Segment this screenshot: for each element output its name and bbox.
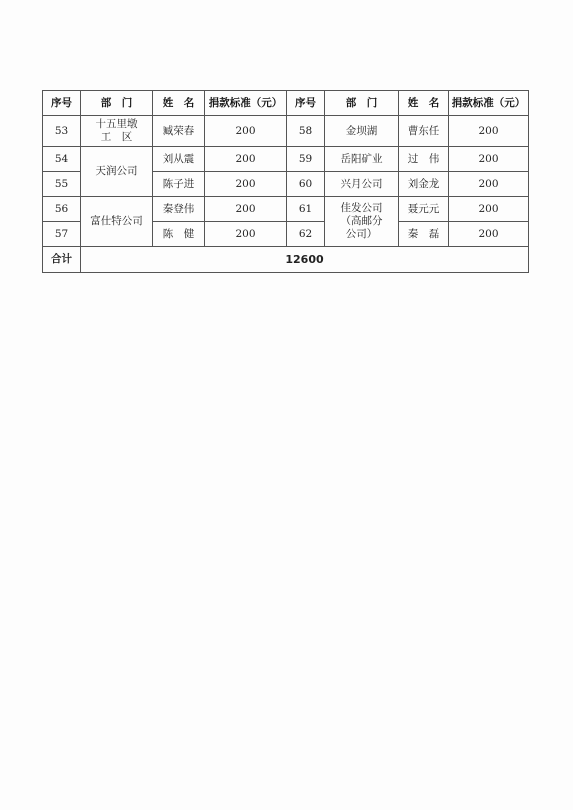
header-seq: 序号 bbox=[43, 91, 81, 116]
amount-cell: 200 bbox=[205, 172, 287, 197]
total-label: 合计 bbox=[43, 247, 81, 273]
amount-cell: 200 bbox=[449, 172, 529, 197]
amount-cell: 200 bbox=[205, 197, 287, 222]
seq-cell: 54 bbox=[43, 147, 81, 172]
header-amount: 捐款标准（元） bbox=[205, 91, 287, 116]
name-cell: 过 伟 bbox=[399, 147, 449, 172]
seq-cell: 61 bbox=[287, 197, 325, 222]
amount-cell: 200 bbox=[205, 147, 287, 172]
seq-cell: 57 bbox=[43, 222, 81, 247]
amount-cell: 200 bbox=[205, 116, 287, 147]
header-dept: 部 门 bbox=[81, 91, 153, 116]
dept-cell: 金坝湖 bbox=[325, 116, 399, 147]
amount-cell: 200 bbox=[449, 222, 529, 247]
header-seq-2: 序号 bbox=[287, 91, 325, 116]
name-cell: 聂元元 bbox=[399, 197, 449, 222]
name-cell: 陈子进 bbox=[153, 172, 205, 197]
name-cell: 刘从震 bbox=[153, 147, 205, 172]
amount-cell: 200 bbox=[449, 116, 529, 147]
name-cell: 秦登伟 bbox=[153, 197, 205, 222]
name-cell: 刘金龙 bbox=[399, 172, 449, 197]
total-row bbox=[43, 247, 529, 273]
dept-cell-merged: 富仕特公司 bbox=[81, 197, 153, 247]
seq-cell: 59 bbox=[287, 147, 325, 172]
name-cell: 陈 健 bbox=[153, 222, 205, 247]
total-value: 12600 bbox=[81, 247, 529, 273]
donation-table bbox=[42, 90, 529, 273]
table-row bbox=[43, 116, 529, 147]
dept-cell-merged: 天润公司 bbox=[81, 147, 153, 197]
header-amount-2: 捐款标准（元） bbox=[449, 91, 529, 116]
table-row bbox=[43, 147, 529, 172]
header-dept-2: 部 门 bbox=[325, 91, 399, 116]
name-cell: 曹东任 bbox=[399, 116, 449, 147]
seq-cell: 53 bbox=[43, 116, 81, 147]
seq-cell: 55 bbox=[43, 172, 81, 197]
dept-cell: 岳阳矿业 bbox=[325, 147, 399, 172]
amount-cell: 200 bbox=[449, 147, 529, 172]
amount-cell: 200 bbox=[449, 197, 529, 222]
header-row bbox=[43, 91, 529, 116]
dept-cell: 十五里墩 工 区 bbox=[81, 116, 153, 147]
seq-cell: 58 bbox=[287, 116, 325, 147]
header-name: 姓 名 bbox=[153, 91, 205, 116]
seq-cell: 60 bbox=[287, 172, 325, 197]
name-cell: 臧荣春 bbox=[153, 116, 205, 147]
name-cell: 秦 磊 bbox=[399, 222, 449, 247]
dept-cell-merged: 佳发公司 （高邮分 公司） bbox=[325, 197, 399, 247]
header-name-2: 姓 名 bbox=[399, 91, 449, 116]
dept-cell: 兴月公司 bbox=[325, 172, 399, 197]
amount-cell: 200 bbox=[205, 222, 287, 247]
table-row bbox=[43, 197, 529, 222]
seq-cell: 56 bbox=[43, 197, 81, 222]
seq-cell: 62 bbox=[287, 222, 325, 247]
